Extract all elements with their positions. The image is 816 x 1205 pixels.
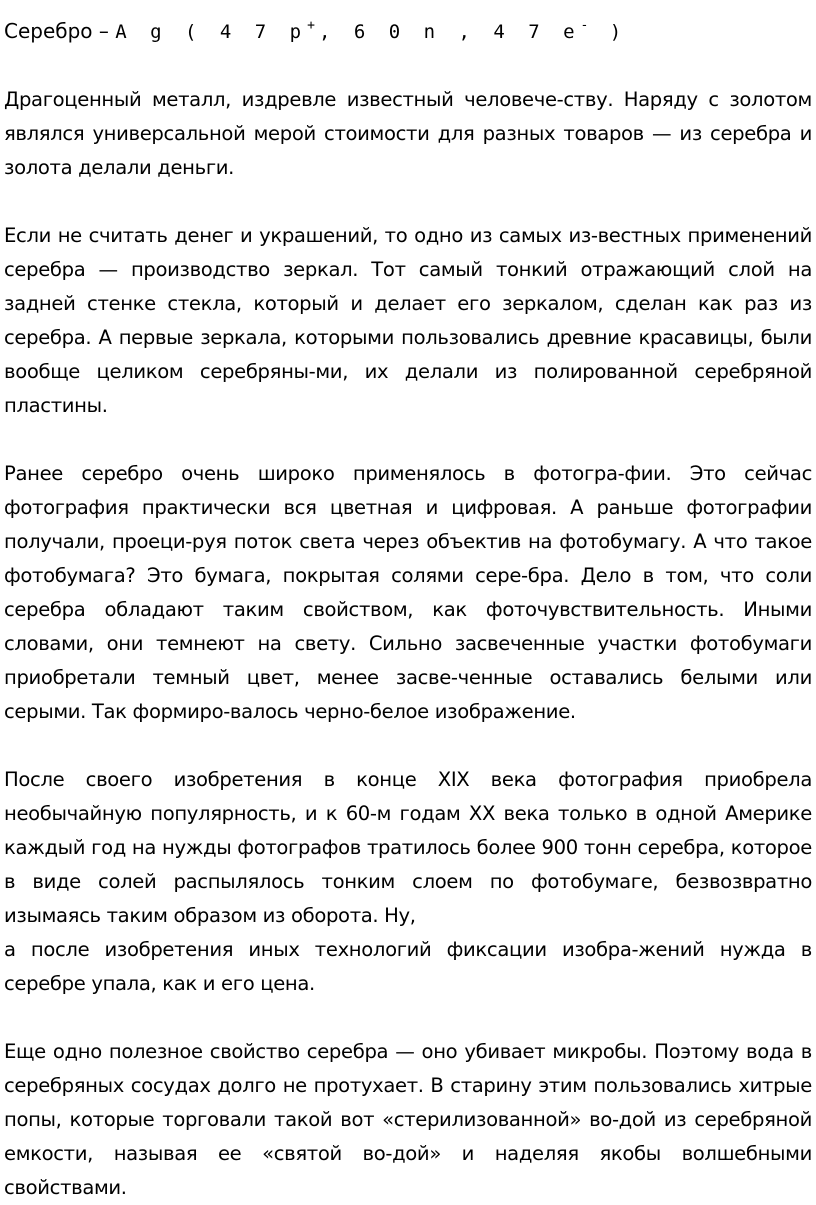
- proton-charge-sup: +: [307, 17, 319, 33]
- paragraph-photography: Ранее серебро очень широко применялось в фотогра-фии. Это сейчас фотография практически вся цветная и цифровая. А раньше фотографии получали, проеци-руя поток света через объектив на фотобумагу. А что такое фотобумага? Это бумага, покрытая солями сере-бра. Дело в том, что соли серебра обладают таким свойством, как фоточувствительность. Иными словами, они темнеют на свету. Сильно засвеченные участки фотобумаги приобретали темный цвет, менее засве-ченные оставались белыми или серыми. Так формиро-валось черно-белое изображение.: [4, 462, 812, 723]
- formula-open: A g ( 4 7 p: [115, 21, 308, 43]
- element-heading: [4, 14, 812, 49]
- paragraph-history: После своего изобретения в конце XIX века фотография приобрела необычайную популярность, и к 60-м годам XX века только в одной Америке каждый год на нужды фотографов тратилось более 900 тонн серебра, которое в виде солей распылялось тонким слоем по фотобумаге, безвозвратно изымаясь таким образом из оборота. Ну,: [4, 768, 812, 927]
- paragraph-intro: Драгоценный металл, издревле известный человече-ству. Наряду с золотом являлся универсальной мерой стоимости для разных товаров — из серебра и золота делали деньги.: [4, 88, 812, 179]
- formula-mid: , 6 0 n , 4 7 e: [318, 21, 581, 43]
- formula-close: ): [592, 21, 628, 43]
- paragraph-microbes: Еще одно полезное свойство серебра — оно убивает микробы. Поэтому вода в серебряных сосудах долго не протухает. В старину этим пользовались хитрые попы, которые торговали такой вот «стерилизованной» во-дой из серебряной емкости, называя ее «святой во-дой» и наделяя якобы волшебными свойствами.: [4, 1040, 812, 1199]
- element-formula: [115, 17, 628, 43]
- paragraph-history-continued: а после изобретения иных технологий фиксации изобра-жений нужда в серебре упала, как и его цена.: [4, 938, 812, 995]
- electron-charge-sup: -: [580, 17, 593, 33]
- paragraph-mirrors: Если не считать денег и украшений, то одно из самых из-вестных применений серебра — производство зеркал. Тот самый тонкий отражающий слой на задней стенке стекла, который и делает его зеркалом, сделан как раз из серебра. А первые зеркала, которыми пользовались древние красавицы, были вообще целиком серебряны-ми, их делали из полированной серебряной пластины.: [4, 224, 812, 417]
- heading-dash: –: [98, 19, 109, 43]
- element-name: Серебро: [4, 19, 93, 43]
